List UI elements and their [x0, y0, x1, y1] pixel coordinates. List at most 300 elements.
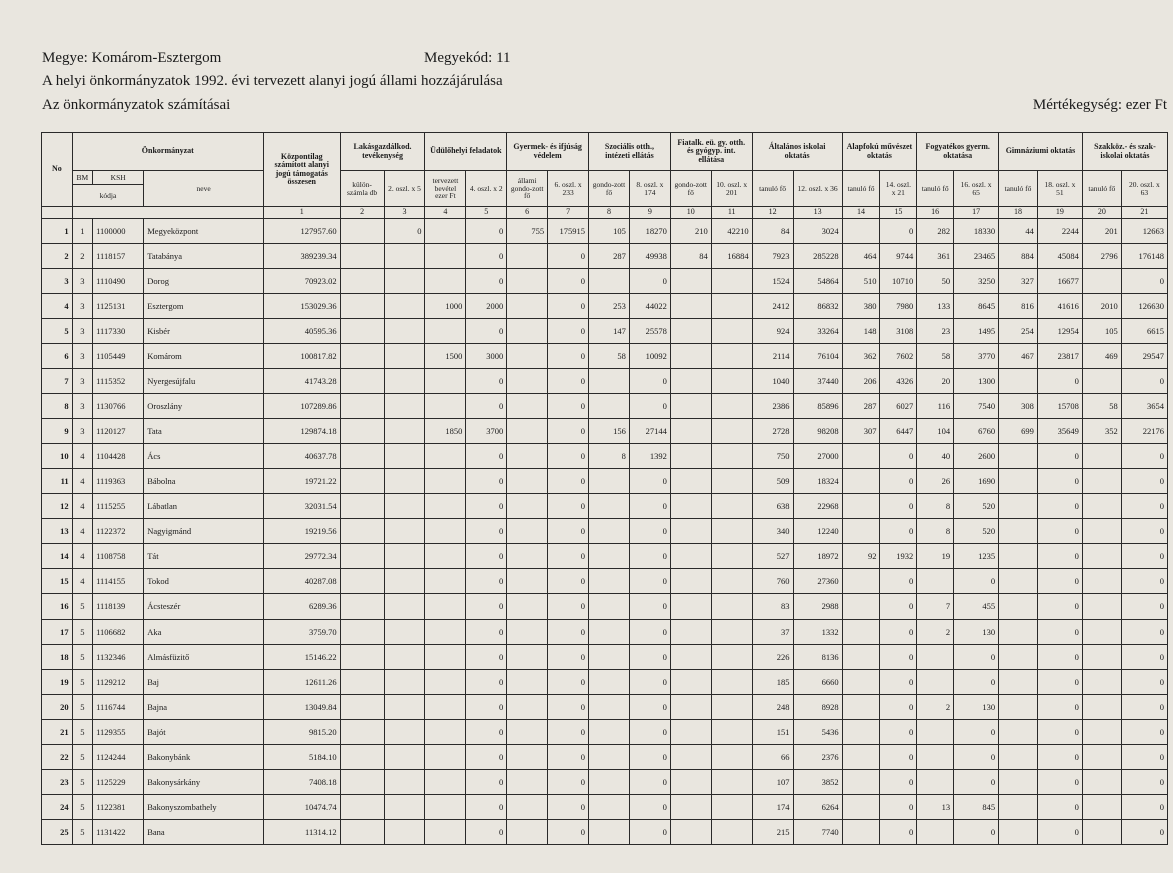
table-cell: 153029.36	[263, 294, 340, 319]
row-number: 5	[42, 319, 73, 344]
table-cell: 0	[1121, 769, 1167, 794]
table-cell	[384, 419, 425, 444]
table-cell: 2244	[1037, 219, 1082, 244]
table-cell: 15708	[1037, 394, 1082, 419]
table-cell	[384, 719, 425, 744]
column-number: 12	[752, 207, 793, 219]
table-cell	[340, 719, 384, 744]
table-cell	[670, 619, 711, 644]
table-cell: 33264	[793, 319, 842, 344]
col-ksh: KSH	[93, 171, 144, 185]
table-cell: 6447	[880, 419, 917, 444]
table-cell: 0	[629, 369, 670, 394]
table-cell: 1110490	[93, 269, 144, 294]
table-cell: 0	[1037, 494, 1082, 519]
county-label: Megye: Komárom-Esztergom	[42, 50, 222, 66]
table-cell: 0	[1121, 494, 1167, 519]
table-cell: 50	[917, 269, 954, 294]
table-cell	[1082, 794, 1121, 819]
table-cell: 0	[880, 219, 917, 244]
municipality-name: Tát	[144, 544, 264, 569]
table-cell: 0	[880, 444, 917, 469]
document-title: A helyi önkormányzatok 1992. évi tervezett alanyi jogú állami hozzájárulása	[42, 73, 503, 89]
table-cell: 0	[629, 719, 670, 744]
table-cell	[340, 519, 384, 544]
table-cell	[384, 319, 425, 344]
table-cell: 1122381	[93, 794, 144, 819]
table-row	[42, 794, 1168, 819]
table-row	[42, 244, 1168, 269]
municipality-name: Tata	[144, 419, 264, 444]
table-cell	[670, 669, 711, 694]
table-cell	[507, 569, 548, 594]
table-cell	[1082, 519, 1121, 544]
table-cell: 2	[917, 619, 954, 644]
table-cell: 3	[72, 419, 92, 444]
table-cell	[340, 394, 384, 419]
table-cell: 12611.26	[263, 669, 340, 694]
table-cell: 282	[917, 219, 954, 244]
table-cell: 1129212	[93, 669, 144, 694]
col-gyermek: Gyermek- és ifjúság védelem	[507, 133, 589, 171]
table-cell	[340, 344, 384, 369]
column-number: 11	[711, 207, 752, 219]
table-cell	[670, 494, 711, 519]
table-cell: 25578	[629, 319, 670, 344]
row-number: 9	[42, 419, 73, 444]
table-cell	[999, 694, 1038, 719]
table-cell: 0	[466, 519, 507, 544]
table-cell	[589, 594, 630, 619]
col-tervezett: tervezett bevétel ezer Ft	[425, 171, 466, 207]
table-cell: 1932	[880, 544, 917, 569]
table-cell: 7602	[880, 344, 917, 369]
table-cell: 130	[954, 619, 999, 644]
table-cell	[384, 494, 425, 519]
table-cell: 4	[72, 544, 92, 569]
table-cell	[711, 369, 752, 394]
table-cell: 0	[466, 644, 507, 669]
table-cell	[507, 469, 548, 494]
table-cell	[1082, 469, 1121, 494]
table-cell: 8	[589, 444, 630, 469]
table-cell	[670, 519, 711, 544]
table-cell: 0	[548, 694, 589, 719]
table-cell: 210	[670, 219, 711, 244]
table-cell: 9744	[880, 244, 917, 269]
table-cell	[384, 644, 425, 669]
table-cell	[425, 769, 466, 794]
col-c12x36: 12. oszl. x 36	[793, 171, 842, 207]
table-cell: 0	[1121, 744, 1167, 769]
col-c20x63: 20. oszl. x 63	[1121, 171, 1167, 207]
table-cell: 1130766	[93, 394, 144, 419]
col-c16x65: 16. oszl. x 65	[954, 171, 999, 207]
table-cell: 510	[842, 269, 880, 294]
table-cell	[384, 344, 425, 369]
table-cell: 0	[1037, 444, 1082, 469]
col-tanulo5: tanuló fő	[1082, 171, 1121, 207]
table-cell: 0	[548, 419, 589, 444]
table-cell	[507, 594, 548, 619]
table-cell: 8928	[793, 694, 842, 719]
table-cell: 362	[842, 344, 880, 369]
table-cell: 0	[629, 544, 670, 569]
table-cell	[425, 594, 466, 619]
table-cell: 0	[466, 544, 507, 569]
table-cell	[670, 444, 711, 469]
row-number: 21	[42, 719, 73, 744]
table-cell: 5	[72, 619, 92, 644]
row-number: 8	[42, 394, 73, 419]
table-cell: 54864	[793, 269, 842, 294]
table-cell: 0	[1037, 469, 1082, 494]
table-cell	[842, 819, 880, 844]
table-cell	[589, 519, 630, 544]
table-cell: 0	[629, 794, 670, 819]
table-cell	[999, 594, 1038, 619]
table-cell	[384, 444, 425, 469]
contribution-table	[41, 132, 1168, 845]
table-cell	[711, 669, 752, 694]
col-c4x2: 4. oszl. x 2	[466, 171, 507, 207]
table-cell: 0	[384, 219, 425, 244]
table-cell: 0	[548, 644, 589, 669]
table-cell	[1082, 819, 1121, 844]
row-number: 17	[42, 619, 73, 644]
table-cell: 58	[917, 344, 954, 369]
table-cell: 130	[954, 694, 999, 719]
table-cell: 6760	[954, 419, 999, 444]
municipality-name: Tokod	[144, 569, 264, 594]
table-cell	[1082, 544, 1121, 569]
table-cell	[384, 594, 425, 619]
table-cell: 0	[466, 619, 507, 644]
table-cell	[670, 344, 711, 369]
table-cell	[917, 769, 954, 794]
table-cell	[1082, 644, 1121, 669]
column-number: 1	[263, 207, 340, 219]
table-cell	[999, 569, 1038, 594]
row-number: 14	[42, 544, 73, 569]
table-cell: 3700	[466, 419, 507, 444]
table-cell	[917, 669, 954, 694]
table-cell: 0	[880, 594, 917, 619]
table-cell: 380	[842, 294, 880, 319]
table-cell: 509	[752, 469, 793, 494]
table-cell: 174	[752, 794, 793, 819]
table-cell	[425, 544, 466, 569]
table-cell: 0	[548, 819, 589, 844]
table-cell: 0	[1121, 669, 1167, 694]
table-cell	[711, 569, 752, 594]
table-cell	[507, 694, 548, 719]
table-cell: 0	[629, 594, 670, 619]
table-cell	[507, 394, 548, 419]
table-cell: 0	[466, 719, 507, 744]
municipality-name: Bakonyszombathely	[144, 794, 264, 819]
table-cell: 0	[1037, 769, 1082, 794]
col-szakkoz: Szakköz.- és szak-iskolai oktatás	[1082, 133, 1167, 171]
table-cell: 8136	[793, 644, 842, 669]
table-cell	[670, 794, 711, 819]
table-cell	[425, 719, 466, 744]
table-cell: 6615	[1121, 319, 1167, 344]
table-cell: 1124244	[93, 744, 144, 769]
table-row	[42, 219, 1168, 244]
table-cell: 1040	[752, 369, 793, 394]
table-cell: 0	[629, 769, 670, 794]
table-cell: 0	[1037, 569, 1082, 594]
col-udulo: Üdülőhelyi feladatok	[425, 133, 507, 171]
table-cell	[842, 494, 880, 519]
col-fiatal: Fiatalk. eü. gy. otth. és gyógyp. int. ellátása	[670, 133, 752, 171]
table-cell: 26	[917, 469, 954, 494]
municipality-name: Aka	[144, 619, 264, 644]
table-cell	[999, 469, 1038, 494]
table-cell	[340, 594, 384, 619]
table-cell	[425, 694, 466, 719]
table-cell: 1115255	[93, 494, 144, 519]
table-cell: 76104	[793, 344, 842, 369]
table-cell: 0	[548, 769, 589, 794]
table-row	[42, 544, 1168, 569]
table-cell: 327	[999, 269, 1038, 294]
table-cell: 3250	[954, 269, 999, 294]
table-row	[42, 394, 1168, 419]
table-cell: 750	[752, 444, 793, 469]
table-cell: 1235	[954, 544, 999, 569]
table-cell	[425, 744, 466, 769]
table-cell: 156	[589, 419, 630, 444]
table-cell: 520	[954, 494, 999, 519]
table-cell: 1114155	[93, 569, 144, 594]
table-cell	[589, 269, 630, 294]
col-no: No	[42, 133, 73, 207]
table-cell: 2	[72, 244, 92, 269]
table-cell: 308	[999, 394, 1038, 419]
table-cell: 4	[72, 469, 92, 494]
table-cell: 5	[72, 669, 92, 694]
table-cell	[340, 669, 384, 694]
table-cell: 16677	[1037, 269, 1082, 294]
table-cell	[384, 619, 425, 644]
table-cell: 6660	[793, 669, 842, 694]
table-cell	[842, 594, 880, 619]
table-cell	[999, 519, 1038, 544]
table-cell	[711, 819, 752, 844]
table-cell	[711, 544, 752, 569]
table-cell: 10710	[880, 269, 917, 294]
table-cell	[1082, 769, 1121, 794]
table-cell	[842, 694, 880, 719]
table-cell: 15146.22	[263, 644, 340, 669]
table-cell: 0	[629, 269, 670, 294]
table-cell	[999, 544, 1038, 569]
col-c14x21: 14. oszl. x 21	[880, 171, 917, 207]
table-cell: 70923.02	[263, 269, 340, 294]
table-cell	[589, 719, 630, 744]
row-number: 20	[42, 694, 73, 719]
table-cell: 3759.70	[263, 619, 340, 644]
table-cell	[384, 819, 425, 844]
table-cell	[1082, 269, 1121, 294]
table-cell	[589, 619, 630, 644]
col-gondozott1: gondo-zott fő	[589, 171, 630, 207]
table-cell	[384, 269, 425, 294]
table-cell	[384, 294, 425, 319]
table-cell: 1332	[793, 619, 842, 644]
table-cell: 0	[880, 519, 917, 544]
table-cell	[589, 369, 630, 394]
table-cell	[589, 494, 630, 519]
table-cell: 105	[1082, 319, 1121, 344]
table-cell: 201	[1082, 219, 1121, 244]
table-cell	[425, 219, 466, 244]
table-row	[42, 369, 1168, 394]
table-cell: 253	[589, 294, 630, 319]
table-cell: 0	[1037, 619, 1082, 644]
table-cell: 98208	[793, 419, 842, 444]
table-cell	[917, 644, 954, 669]
table-cell: 4	[72, 519, 92, 544]
table-cell: 2386	[752, 394, 793, 419]
table-cell: 8	[917, 519, 954, 544]
county-code: Megyekód: 11	[424, 50, 511, 66]
table-cell	[589, 569, 630, 594]
table-row	[42, 594, 1168, 619]
table-cell: 7923	[752, 244, 793, 269]
table-cell	[425, 394, 466, 419]
table-cell	[589, 394, 630, 419]
municipality-name: Komárom	[144, 344, 264, 369]
table-row	[42, 294, 1168, 319]
table-cell: 176148	[1121, 244, 1167, 269]
table-cell: 23	[917, 319, 954, 344]
column-number: 18	[999, 207, 1038, 219]
table-cell: 2114	[752, 344, 793, 369]
table-cell: 285228	[793, 244, 842, 269]
table-cell	[842, 769, 880, 794]
table-cell	[340, 619, 384, 644]
table-cell	[1082, 594, 1121, 619]
table-cell	[589, 769, 630, 794]
table-cell	[507, 669, 548, 694]
table-row	[42, 619, 1168, 644]
table-cell	[711, 594, 752, 619]
table-cell	[670, 394, 711, 419]
table-cell	[507, 519, 548, 544]
col-onkormanyzat: Önkormányzat	[72, 133, 263, 171]
col-neve: neve	[144, 171, 264, 207]
table-cell	[999, 744, 1038, 769]
row-number: 16	[42, 594, 73, 619]
table-row	[42, 494, 1168, 519]
table-cell	[589, 469, 630, 494]
table-cell: 23465	[954, 244, 999, 269]
table-cell: 755	[507, 219, 548, 244]
table-cell	[842, 794, 880, 819]
table-cell: 638	[752, 494, 793, 519]
table-cell	[507, 319, 548, 344]
table-cell	[711, 419, 752, 444]
row-number: 23	[42, 769, 73, 794]
table-cell: 0	[1037, 644, 1082, 669]
col-kulon: külön-számla db	[340, 171, 384, 207]
row-number: 22	[42, 744, 73, 769]
table-cell: 44022	[629, 294, 670, 319]
table-cell: 13049.84	[263, 694, 340, 719]
table-cell	[917, 819, 954, 844]
table-cell: 0	[954, 819, 999, 844]
table-cell: 0	[629, 669, 670, 694]
table-cell	[340, 269, 384, 294]
table-cell: 0	[1037, 544, 1082, 569]
table-cell	[384, 394, 425, 419]
table-cell: 0	[548, 494, 589, 519]
table-cell: 22968	[793, 494, 842, 519]
col-c10x201: 10. oszl. x 201	[711, 171, 752, 207]
table-cell	[1082, 719, 1121, 744]
row-number: 1	[42, 219, 73, 244]
col-altalanos: Általános iskolai oktatás	[752, 133, 842, 171]
table-cell	[1082, 744, 1121, 769]
table-cell: 0	[466, 469, 507, 494]
table-cell: 760	[752, 569, 793, 594]
unit-label: Mértékegység: ezer Ft	[1032, 97, 1167, 113]
table-cell	[842, 469, 880, 494]
table-cell: 1125131	[93, 294, 144, 319]
table-cell	[1082, 694, 1121, 719]
table-cell	[670, 769, 711, 794]
table-cell	[384, 369, 425, 394]
municipality-name: Nyergesújfalu	[144, 369, 264, 394]
table-cell: 45084	[1037, 244, 1082, 269]
table-cell: 37440	[793, 369, 842, 394]
table-row	[42, 419, 1168, 444]
table-cell	[670, 569, 711, 594]
table-cell: 126630	[1121, 294, 1167, 319]
table-cell: 2988	[793, 594, 842, 619]
table-cell	[589, 794, 630, 819]
table-cell: 1115352	[93, 369, 144, 394]
row-number: 15	[42, 569, 73, 594]
table-cell	[507, 544, 548, 569]
table-cell: 3000	[466, 344, 507, 369]
col-c18x51: 18. oszl. x 51	[1037, 171, 1082, 207]
table-cell: 22176	[1121, 419, 1167, 444]
table-row	[42, 744, 1168, 769]
table-cell	[384, 244, 425, 269]
table-cell: 3	[72, 369, 92, 394]
table-cell: 340	[752, 519, 793, 544]
table-cell	[1082, 619, 1121, 644]
col-szocialis: Szociális otth., intézeti ellátás	[589, 133, 671, 171]
table-cell: 6264	[793, 794, 842, 819]
table-cell: 3	[72, 294, 92, 319]
table-cell: 2376	[793, 744, 842, 769]
table-cell	[917, 744, 954, 769]
table-cell: 1120127	[93, 419, 144, 444]
row-number: 3	[42, 269, 73, 294]
column-number: 19	[1037, 207, 1082, 219]
table-cell	[507, 794, 548, 819]
table-cell: 84	[752, 219, 793, 244]
table-cell: 175915	[548, 219, 589, 244]
table-cell: 1129355	[93, 719, 144, 744]
table-cell	[589, 544, 630, 569]
table-cell: 0	[629, 394, 670, 419]
